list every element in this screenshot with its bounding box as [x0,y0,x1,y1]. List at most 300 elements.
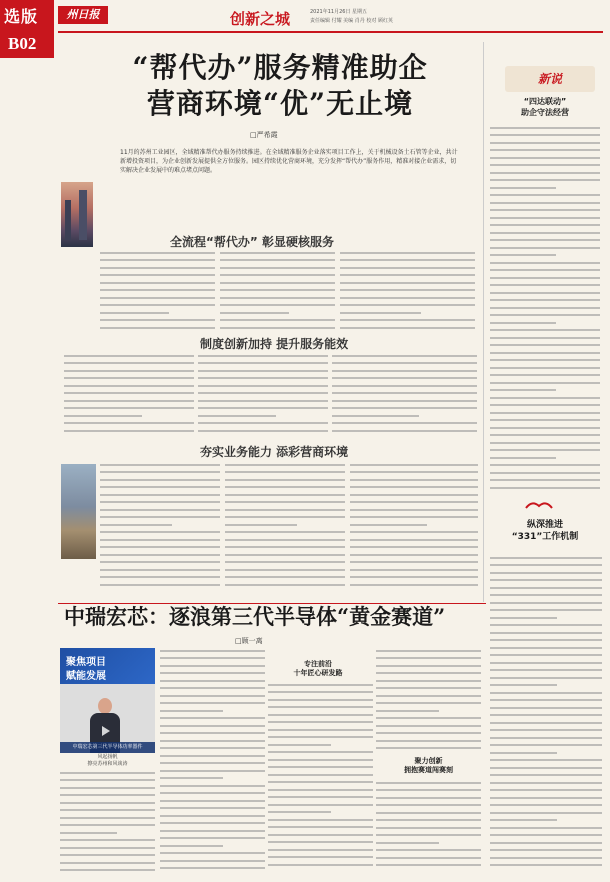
text-line [376,648,481,656]
text-line [332,421,477,429]
text-line [225,530,345,538]
text-line [225,522,297,530]
text-line [350,462,478,470]
text-line [100,560,220,568]
text-line [198,376,328,384]
text-line [60,815,155,823]
text-line [100,530,220,538]
article1-subhead-3 [200,443,348,460]
text-line [60,823,155,831]
text-line [490,653,602,661]
text-line [490,343,600,351]
play-icon[interactable] [102,726,110,736]
text-line [160,828,265,836]
article2-subhead-2-line2: 拥抱赛道闯赛刻 [404,766,453,774]
text-line [100,250,215,258]
text-line [332,361,477,369]
article1-headline-line2: 营商环境“优”无止境 [146,87,414,120]
text-line [64,391,194,399]
text-line [100,567,220,575]
article1-body-col3 [340,250,475,335]
text-line [490,358,600,366]
text-line [332,383,477,391]
text-line [160,693,265,701]
text-line [64,368,194,376]
text-line [268,787,373,795]
text-line [64,361,194,369]
text-line [490,615,557,623]
text-line [225,545,345,553]
text-line [350,515,478,523]
video-note-2: 擦亮苏州和风谈涛 [87,761,128,767]
text-line [376,693,481,701]
sidebar-title-1-line2: 助企守法经营 [521,108,569,117]
text-line [490,803,602,811]
article1-body-col8 [225,462,345,592]
text-line [160,663,265,671]
text-line [490,660,602,668]
text-line [60,800,155,808]
text-line [340,318,475,326]
text-line [160,761,265,769]
sidebar-divider [483,42,484,602]
text-line [490,720,602,728]
page-code: B02 [8,34,37,53]
section-label: 选版 [4,7,39,26]
text-line [350,575,478,583]
article2-body-col4b [376,780,481,875]
text-line [268,742,331,750]
text-line [160,746,265,754]
text-line [100,485,220,493]
text-line [376,818,481,826]
text-line [376,738,481,746]
text-line [490,125,600,133]
text-line [332,391,477,399]
text-line [376,803,481,811]
text-line [490,623,602,631]
text-line [490,365,600,373]
text-line [268,727,373,735]
text-line [490,268,600,276]
text-line [225,477,345,485]
text-line [332,353,477,361]
text-line [268,847,373,855]
text-line [490,668,602,676]
text-line [340,265,475,273]
text-line [490,215,600,223]
text-line [198,428,328,436]
text-line [100,325,215,333]
text-line [490,810,602,818]
text-line [220,258,335,266]
text-line [268,772,373,780]
text-line [340,295,475,303]
text-line [64,406,194,414]
sidebar-body-1 [490,125,600,495]
text-line [490,750,557,758]
text-line [340,273,475,281]
text-line [60,808,155,816]
text-line [490,290,600,298]
text-line [160,678,265,686]
text-line [225,485,345,493]
text-line [198,383,328,391]
text-line [64,413,142,421]
article2-body-col3 [268,682,373,872]
text-line [350,470,478,478]
text-line [60,845,155,853]
text-line [268,855,373,863]
text-line [332,398,477,406]
text-line [350,507,478,515]
text-line [268,720,373,728]
text-line [332,406,477,414]
text-line [332,428,477,436]
text-line [225,567,345,575]
video-notes [60,754,155,768]
text-line [268,802,373,810]
text-line [220,273,335,281]
text-line [490,433,600,441]
article2-body-col2 [160,648,265,873]
text-line [198,398,328,406]
text-line [268,697,373,705]
text-line [100,310,169,318]
article1-lead: 11月的苏州工业园区，全域精准帮代办服务持续推进。在全域精准服务企业落实项目工作上，关于机械设备土石管等企业，共计新增投资项目，为企业创新发展提供全方位服务。园区持续优化营商环境，充分发挥“帮代办”服务作用，精准对接企业需求，切实解决企业发展中的难点堵点问题。 [120,149,458,174]
text-line [100,500,220,508]
text-line [268,825,373,833]
article2-headline: 中瑞宏芯：逐浪第三代半导体“黄金赛道” [64,604,446,629]
text-line [268,750,373,758]
text-line [100,280,215,288]
text-line [490,283,600,291]
text-line [490,478,600,486]
text-line [225,507,345,515]
video-title-1: 聚焦项目 [66,657,106,668]
article2-byline: □顾一离 [235,637,263,645]
text-line [220,295,335,303]
subhead-text: 制度创新加持 提升服务能效 [200,337,349,351]
text-line [490,713,602,721]
text-line [490,470,600,478]
article2-body-col4a [376,648,481,753]
text-line [160,723,265,731]
text-line [220,310,289,318]
text-line [100,303,215,311]
text-line [490,788,602,796]
issue-editors: 责任编辑 付耀 美编 肖丹 校对 顾红英 [310,18,393,24]
text-line [490,380,600,388]
text-line [490,403,600,411]
text-line [100,470,220,478]
text-line [64,421,194,429]
bird-icon [524,498,554,512]
text-line [340,258,475,266]
masthead-rule [58,31,603,33]
article2-subhead-1-line2: 十年匠心研发路 [293,669,343,677]
text-line [60,868,155,876]
text-line [490,148,600,156]
text-line [160,798,265,806]
text-line [490,563,602,571]
text-line [350,485,478,493]
text-line [268,780,373,788]
text-line [490,675,602,683]
text-line [376,855,481,863]
text-line [60,838,155,846]
text-line [490,863,602,871]
text-line [490,163,600,171]
text-line [100,545,220,553]
text-line [100,477,220,485]
article1-headline-line1: “帮代办”服务精准助企 [132,51,428,84]
text-line [64,428,194,436]
text-line [350,552,478,560]
text-line [490,690,602,698]
text-line [198,368,328,376]
text-line [198,413,276,421]
article1-subhead-1 [170,233,334,250]
text-line [490,705,602,713]
article1-body-col7 [100,462,220,592]
text-line [376,780,481,788]
text-line [64,353,194,361]
text-line [160,821,265,829]
text-line [160,768,265,776]
text-line [376,723,481,731]
text-line [490,388,556,396]
text-line [100,552,220,560]
text-line [268,682,373,690]
text-line [490,448,600,456]
text-line [350,500,478,508]
text-line [490,425,600,433]
article2-subhead-1-line1: 专注前沿 [304,660,332,668]
text-line [160,708,223,716]
text-line [376,708,439,716]
text-line [376,716,481,724]
text-line [268,765,373,773]
text-line [268,840,373,848]
text-line [350,567,478,575]
text-line [160,686,265,694]
text-line [490,275,600,283]
text-line [160,806,265,814]
text-line [220,250,335,258]
text-line [100,492,220,500]
sidebar-title-1 [495,96,595,118]
text-line [60,860,155,868]
text-line [490,758,602,766]
text-line [160,731,265,739]
article1-body-col4 [64,353,194,438]
issue-date: 2021年11月26日 星期五 [310,9,368,15]
text-line [268,690,373,698]
text-line [332,368,477,376]
article1-body-col9 [350,462,478,592]
text-line [160,843,223,851]
subhead-text: 全流程“帮代办” 彰显硬核服务 [170,235,334,249]
text-line [376,671,481,679]
text-line [64,376,194,384]
text-line [100,273,215,281]
text-line [490,230,600,238]
text-line [100,258,215,266]
text-line [268,832,373,840]
text-line [60,853,155,861]
text-line [490,825,602,833]
text-line [376,731,481,739]
text-line [490,373,600,381]
text-line [490,735,602,743]
text-line [350,560,478,568]
text-line [100,318,215,326]
text-line [60,770,155,778]
text-line [490,440,600,448]
text-line [490,698,602,706]
text-line [340,325,475,333]
text-line [490,238,600,246]
text-line [376,788,481,796]
text-line [268,735,373,743]
text-line [490,630,602,638]
text-line [160,836,265,844]
text-line [268,757,373,765]
text-line [100,507,220,515]
section-corner [0,0,54,58]
text-line [376,848,481,856]
text-line [225,560,345,568]
article1-headline [80,50,480,122]
text-line [490,728,602,736]
text-line [490,313,600,321]
text-line [160,851,265,859]
video-card[interactable] [60,648,155,753]
text-line [490,193,600,201]
text-line [490,185,556,193]
video-caption-bar: 中瑞宏芯第三代半导体功率器件 [60,742,155,753]
text-line [350,545,478,553]
text-line [160,656,265,664]
text-line [490,463,600,471]
text-line [332,413,419,421]
sidebar-title-2 [495,519,595,543]
text-line [490,578,602,586]
text-line [160,671,265,679]
article1-body-col1 [100,250,215,335]
text-line [490,418,600,426]
text-line [220,318,335,326]
text-line [376,863,481,871]
sidebar-title-2-line2: “331”工作机制 [511,532,579,542]
text-line [340,250,475,258]
text-line [160,866,265,874]
text-line [376,686,481,694]
text-line [64,383,194,391]
text-line [490,305,600,313]
text-line [350,530,478,538]
text-line [100,515,220,523]
text-line [198,361,328,369]
text-line [60,785,155,793]
video-banner [60,648,155,684]
text-line [490,683,557,691]
text-line [225,515,345,523]
text-line [376,746,481,754]
text-line [376,678,481,686]
text-line [100,522,172,530]
text-line [198,353,328,361]
text-line [225,470,345,478]
text-line [220,303,335,311]
text-line [160,701,265,709]
text-line [225,492,345,500]
text-line [490,178,600,186]
text-line [160,858,265,866]
sidebar-title-2-line1: 纵深推进 [526,520,563,530]
text-line [160,753,265,761]
text-line [225,537,345,545]
text-line [220,288,335,296]
text-line [350,537,478,545]
text-line [268,810,331,818]
text-line [490,840,602,848]
text-line [490,260,600,268]
text-line [268,705,373,713]
text-line [350,582,478,590]
article1-body-col5 [198,353,328,438]
text-line [490,133,600,141]
video-title-2: 赋能发展 [66,671,106,682]
text-line [490,223,600,231]
text-line [490,608,602,616]
text-line [160,791,265,799]
text-line [490,570,602,578]
sidebar-brand: 新说 [505,66,595,92]
paper-logo: 州日报 [58,6,108,24]
article1-byline: □严希霞 [250,131,278,139]
text-line [490,253,556,261]
text-line [490,200,600,208]
text-line [160,738,265,746]
text-line [490,328,600,336]
text-line [268,795,373,803]
text-line [160,716,265,724]
text-line [220,280,335,288]
text-line [376,663,481,671]
text-line [60,830,117,838]
text-line [340,288,475,296]
text-line [340,310,421,318]
text-line [160,776,223,784]
text-line [490,743,602,751]
text-line [490,485,600,493]
text-line [490,638,602,646]
text-line [376,833,481,841]
text-line [100,582,220,590]
text-line [225,552,345,560]
text-line [160,813,265,821]
text-line [332,376,477,384]
text-line [376,810,481,818]
text-line [100,288,215,296]
text-line [350,522,427,530]
sidebar-title-1-line1: “四达联动” [523,97,567,106]
article2-body-col1 [60,770,155,875]
text-line [340,280,475,288]
article1-body-col6 [332,353,477,438]
